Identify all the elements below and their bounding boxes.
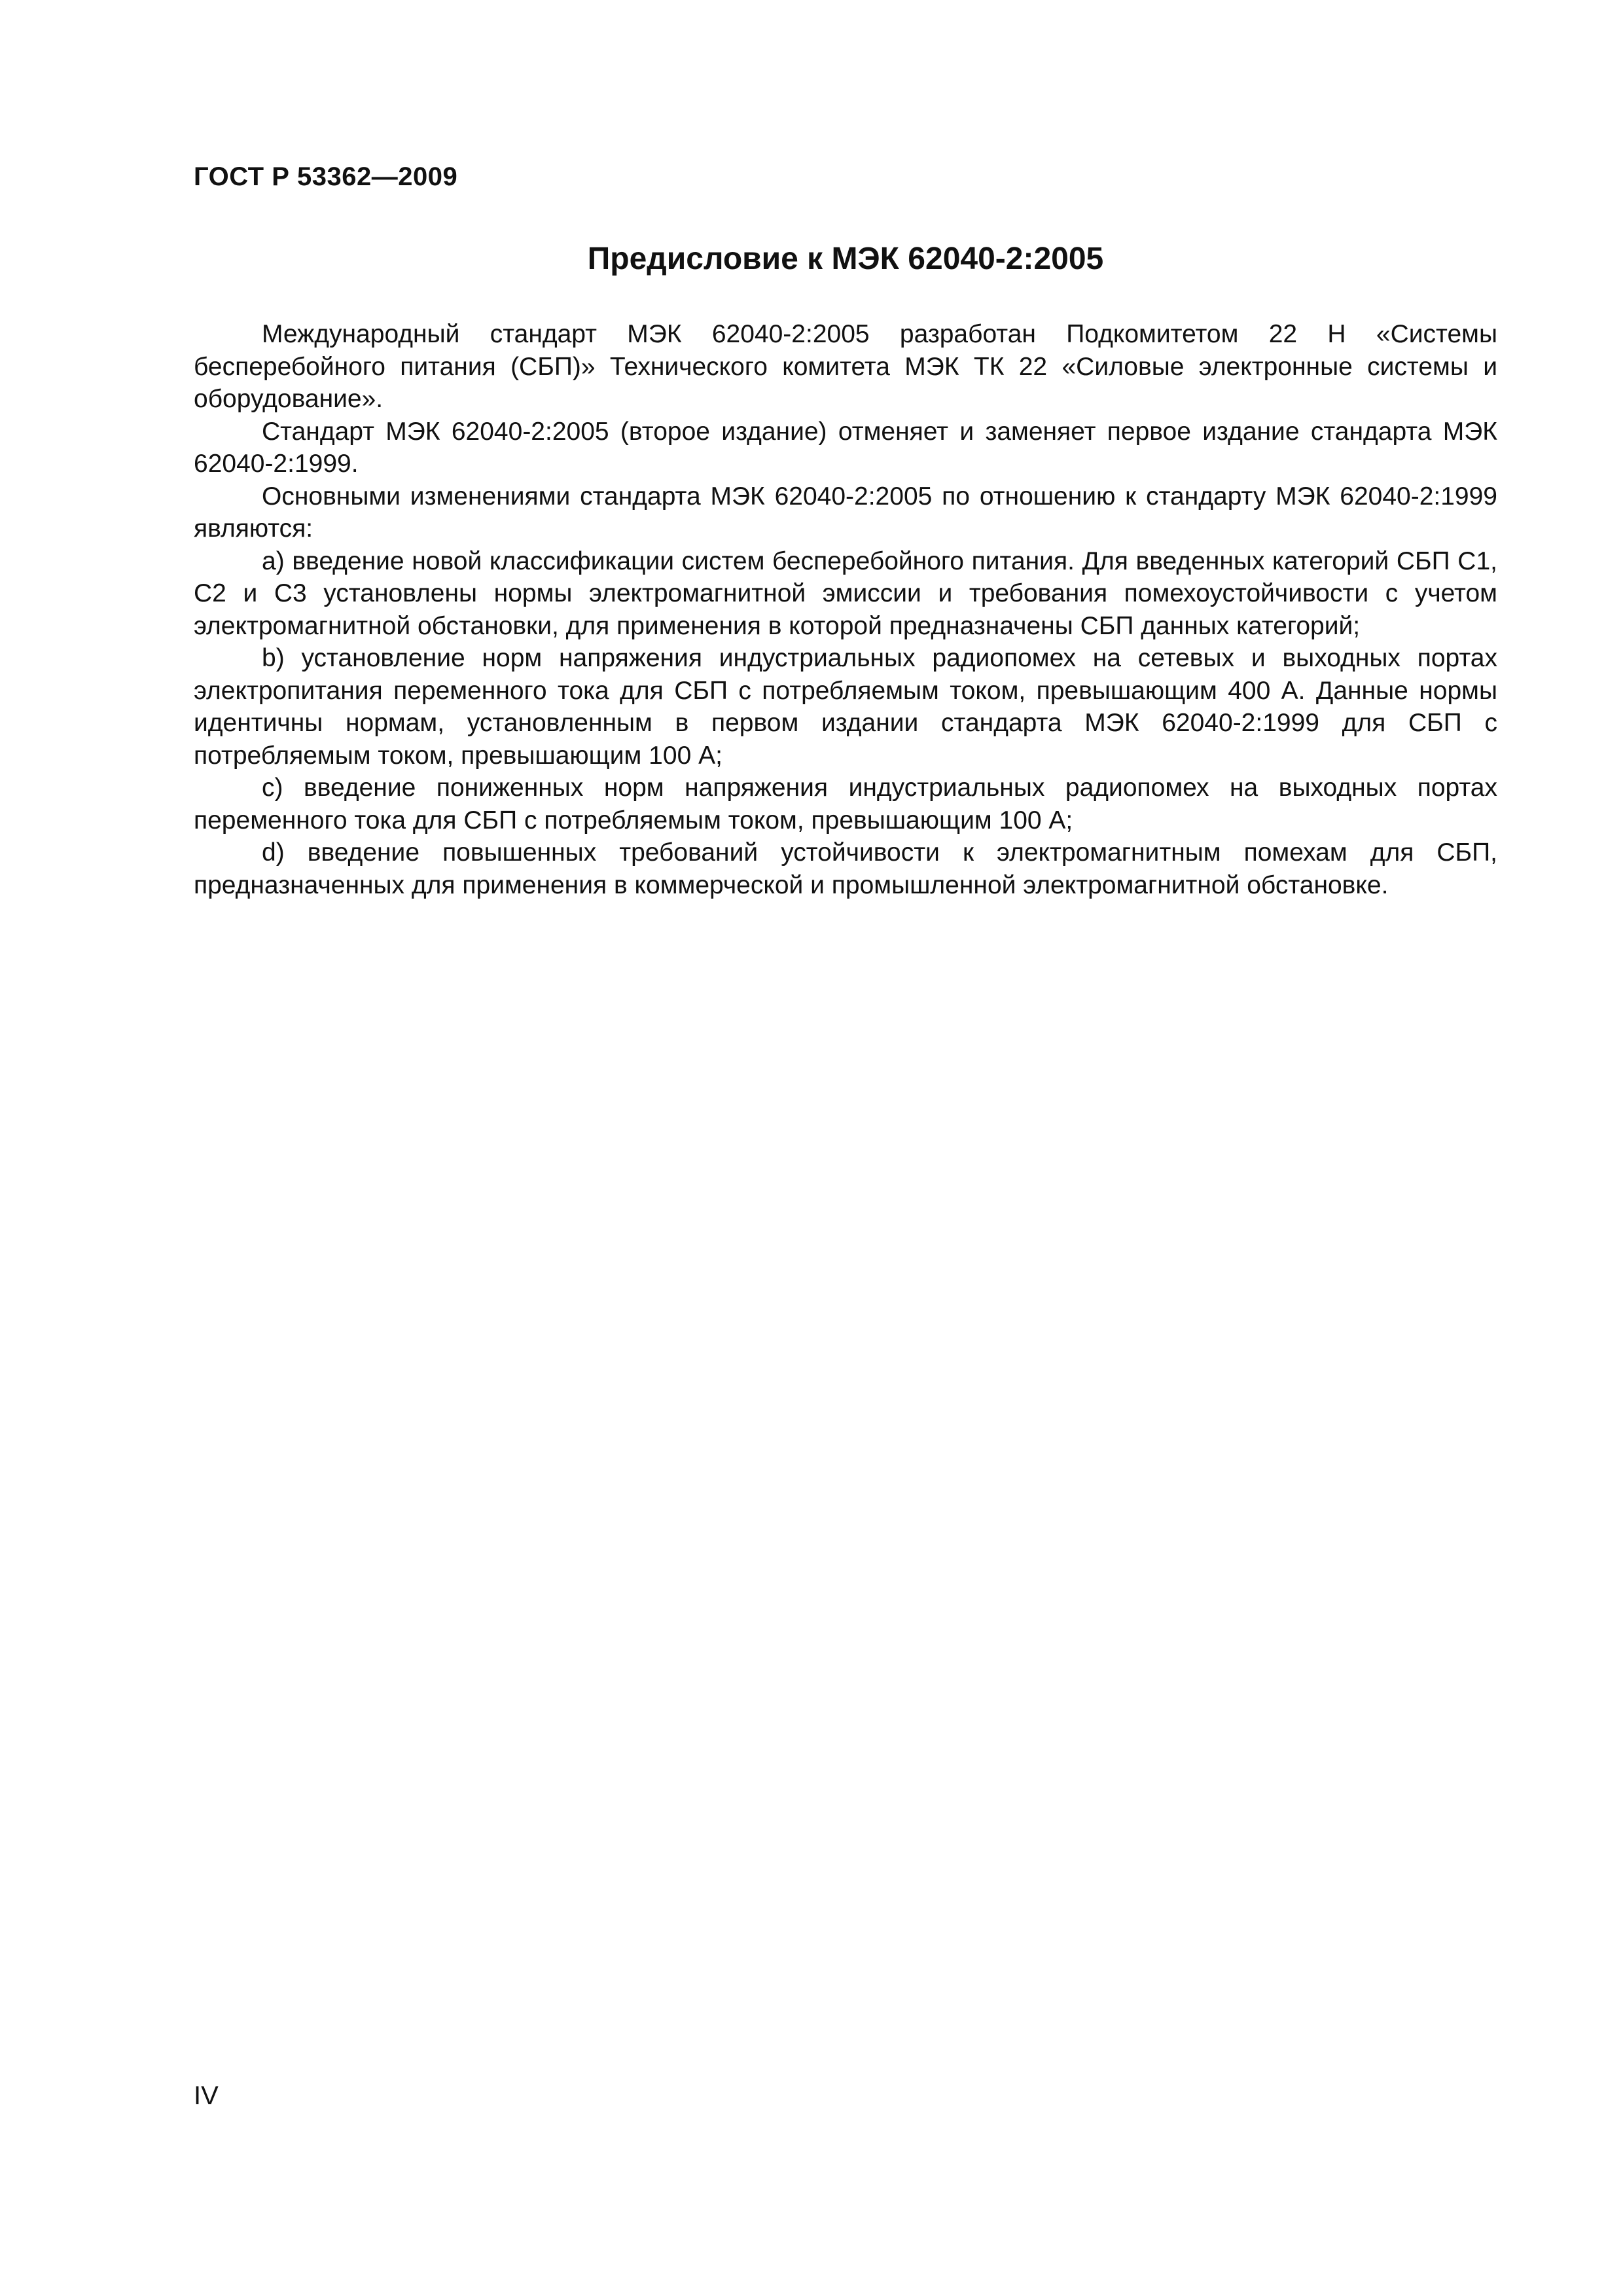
- list-item-d: d) введение повышенных требований устойчивости к электромагнитным помехам для СБП, предназначенных для применения в коммерческой и промышленной электромагнитной обстановке.: [194, 838, 1497, 899]
- document-header: ГОСТ Р 53362—2009: [194, 162, 458, 191]
- paragraph: Международный стандарт МЭК 62040-2:2005 разработан Подкомитетом 22 H «Системы бесперебойного питания (СБП)» Технического комитета МЭК ТК 22 «Силовые электронные системы и оборудование».: [194, 320, 1497, 413]
- section-title: Предисловие к МЭК 62040-2:2005: [587, 242, 1104, 276]
- page-number: IV: [194, 2081, 219, 2110]
- paragraph: Основными изменениями стандарта МЭК 62040-2:2005 по отношению к стандарту МЭК 62040-2:1999 являются:: [194, 482, 1497, 543]
- document-body: [194, 318, 1497, 901]
- list-item-b: b) установление норм напряжения индустриальных радиопомех на сетевых и выходных портах электропитания переменного тока для СБП с потребляемым током, превышающим 400 А. Данные нормы идентичны нормам, установленным в первом издании стандарта МЭК 62040-2:1999 для СБП с потребляемым током, превышающим 100 А;: [194, 644, 1497, 770]
- paragraph: Стандарт МЭК 62040-2:2005 (второе издание) отменяет и заменяет первое издание стандарта МЭК 62040-2:1999.: [194, 417, 1497, 478]
- list-item-a: a) введение новой классификации систем бесперебойного питания. Для введенных категорий СБП С1, С2 и С3 установлены нормы электромагнитной эмиссии и требования помехоустойчивости с учетом электромагнитной обстановки, для применения в которой предназначены СБП данных категорий;: [194, 547, 1497, 640]
- list-item-c: c) введение пониженных норм напряжения индустриальных радиопомех на выходных портах переменного тока для СБП с потребляемым током, превышающим 100 А;: [194, 774, 1497, 834]
